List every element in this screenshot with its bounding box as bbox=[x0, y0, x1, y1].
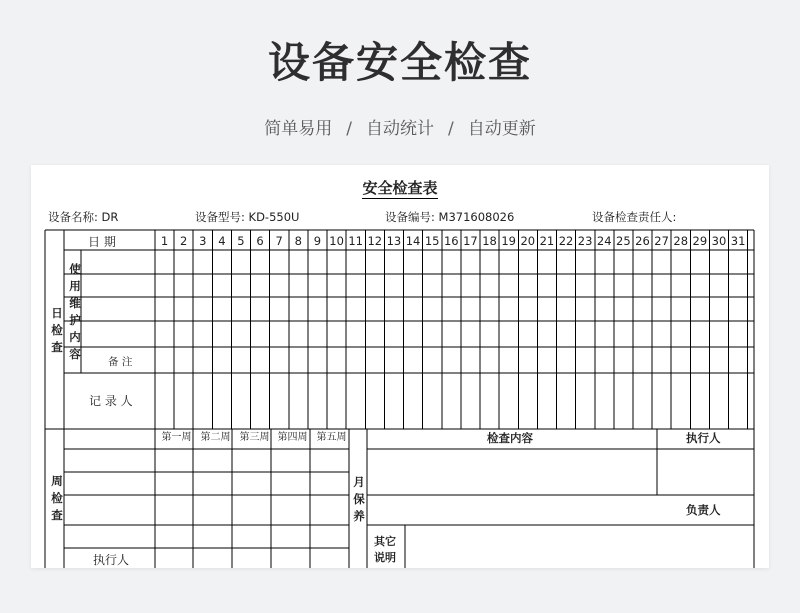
day-number: 13 bbox=[386, 234, 402, 248]
sheet-title: 安全检查表 bbox=[362, 179, 438, 197]
subtitle-item-update: 自动更新 bbox=[467, 119, 536, 139]
day-number: 21 bbox=[539, 234, 555, 248]
week-5-label: 第五周 bbox=[316, 432, 347, 443]
day-number: 30 bbox=[711, 234, 727, 248]
date-label: 日 期 bbox=[88, 235, 116, 249]
day-number: 22 bbox=[558, 234, 574, 248]
week-2-label: 第二周 bbox=[200, 432, 231, 443]
day-number: 4 bbox=[218, 234, 226, 248]
remarks-label: 备 注 bbox=[108, 356, 133, 368]
device-model-label: 设备型号: bbox=[195, 210, 245, 224]
day-number: 18 bbox=[482, 234, 497, 248]
check-content-header: 检查内容 bbox=[487, 431, 533, 445]
day-number: 20 bbox=[520, 234, 536, 248]
device-serial-value[interactable]: M371608026 bbox=[438, 210, 515, 224]
day-number: 19 bbox=[501, 234, 516, 248]
day-number: 8 bbox=[294, 234, 302, 248]
device-model-value[interactable]: KD-550U bbox=[248, 210, 300, 224]
monthly-section-label: 月 保 养 bbox=[353, 475, 365, 523]
page-title: 设备安全检查 bbox=[267, 38, 532, 87]
day-number: 6 bbox=[256, 234, 264, 248]
day-number: 29 bbox=[692, 234, 708, 248]
weekly-executor-label: 执行人 bbox=[93, 553, 130, 567]
daily-section-label: 日 检 查 bbox=[51, 306, 63, 354]
subtitle-item-easy: 简单易用 bbox=[264, 119, 333, 139]
inspection-sheet bbox=[31, 165, 769, 568]
day-number: 1 bbox=[160, 234, 169, 248]
other-notes-label: 其它 说明 bbox=[374, 535, 396, 564]
day-number: 23 bbox=[577, 234, 593, 248]
day-number: 2 bbox=[179, 234, 188, 248]
weekly-section-label: 周 检 查 bbox=[51, 474, 63, 522]
device-name-value[interactable]: DR bbox=[101, 210, 119, 224]
day-number: 12 bbox=[367, 234, 383, 248]
day-number: 26 bbox=[635, 234, 650, 248]
day-number: 24 bbox=[596, 234, 612, 248]
day-number: 9 bbox=[313, 234, 322, 248]
day-number: 7 bbox=[275, 234, 283, 248]
device-name-label: 设备名称: bbox=[48, 210, 98, 224]
day-number: 14 bbox=[405, 234, 421, 248]
subtitle bbox=[0, 114, 800, 139]
week-1-label: 第一周 bbox=[161, 432, 192, 443]
week-4-label: 第四周 bbox=[277, 432, 308, 443]
day-number: 10 bbox=[329, 234, 344, 248]
day-number: 11 bbox=[348, 234, 363, 248]
device-owner-label: 设备检查责任人: bbox=[592, 210, 677, 224]
day-number: 17 bbox=[463, 234, 478, 248]
subtitle-separator: / bbox=[448, 119, 454, 139]
day-number: 27 bbox=[654, 234, 669, 248]
monthly-executor-header: 执行人 bbox=[686, 431, 721, 445]
week-3-label: 第三周 bbox=[239, 432, 270, 443]
device-serial-label: 设备编号: bbox=[385, 210, 435, 224]
day-number: 5 bbox=[237, 234, 245, 248]
recorder-label: 记 录 人 bbox=[89, 394, 133, 408]
day-number: 3 bbox=[199, 234, 207, 248]
subtitle-item-stats: 自动统计 bbox=[366, 119, 434, 139]
day-number: 16 bbox=[443, 234, 459, 248]
responsible-label: 负责人 bbox=[686, 503, 721, 517]
maintenance-label: 使 用 维 护 内 容 bbox=[69, 262, 81, 361]
day-number: 25 bbox=[616, 234, 631, 248]
day-number: 31 bbox=[730, 234, 746, 248]
day-number: 15 bbox=[424, 234, 440, 248]
table-grid bbox=[31, 165, 769, 568]
subtitle-separator: / bbox=[346, 119, 352, 139]
day-number: 28 bbox=[673, 234, 689, 248]
